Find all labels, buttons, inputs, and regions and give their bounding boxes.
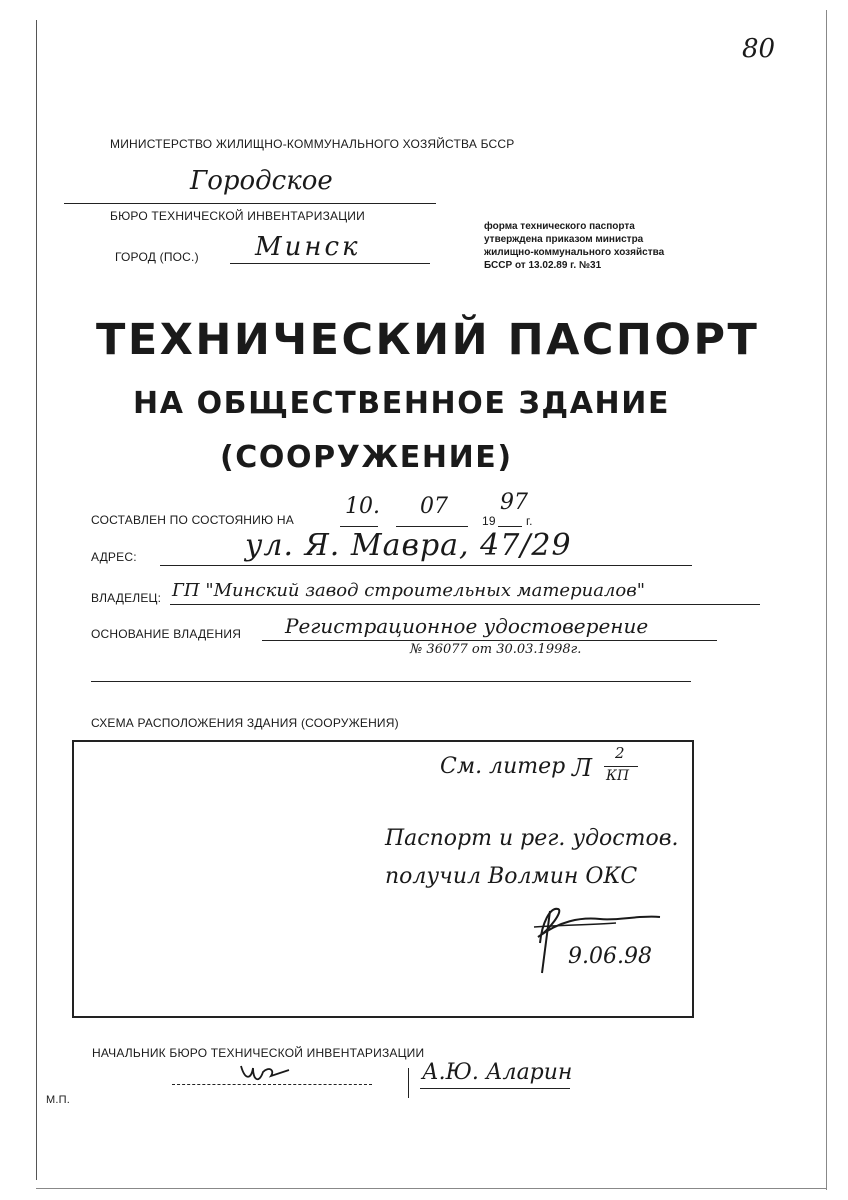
compiled-day-underline (340, 526, 378, 527)
title-line-1: ТЕХНИЧЕСКИЙ ПАСПОРТ (96, 315, 760, 365)
page-number: 80 (742, 34, 776, 64)
schema-note-line-2: получил Волмин ОКС (385, 864, 638, 889)
page-left-edge (36, 20, 37, 1180)
title-line-2: НА ОБЩЕСТВЕННОЕ ЗДАНИЕ (133, 386, 671, 421)
blank-underline (91, 681, 691, 682)
schema-note-date: 9.06.98 (568, 944, 652, 969)
liter-fraction-bar (604, 766, 638, 767)
bureau-type-handwritten: Городское (190, 166, 333, 196)
page-right-edge (826, 10, 827, 1190)
chief-name-bracket (408, 1068, 409, 1098)
city-label: ГОРОД (ПОС.) (115, 250, 199, 264)
owner-label: ВЛАДЕЛЕЦ: (91, 591, 162, 605)
ownership-basis-sub: № 36077 от 30.03.1998г. (410, 642, 582, 657)
schema-label: СХЕМА РАСПОЛОЖЕНИЯ ЗДАНИЯ (СООРУЖЕНИЯ) (91, 716, 399, 730)
ownership-basis-value: Регистрационное удостоверение (285, 614, 649, 638)
address-value: ул. Я. Мавра, 47/29 (245, 528, 572, 563)
owner-value: ГП "Минский завод строительных материалов" (172, 580, 645, 601)
chief-label: НАЧАЛЬНИК БЮРО ТЕХНИЧЕСКОЙ ИНВЕНТАРИЗАЦИИ (92, 1046, 425, 1060)
chief-signature (235, 1058, 295, 1088)
page-bottom-edge (36, 1188, 826, 1189)
compiled-label: СОСТАВЛЕН ПО СОСТОЯНИЮ НА (91, 513, 294, 527)
compiled-month: 07 (420, 494, 448, 519)
city-value: Минск (255, 232, 361, 262)
liter-letter: Л (572, 754, 593, 782)
liter-denominator: КП (606, 768, 630, 784)
ownership-basis-underline (262, 640, 717, 641)
compiled-day: 10. (345, 494, 380, 519)
city-underline (230, 263, 430, 264)
ownership-basis-label: ОСНОВАНИЕ ВЛАДЕНИЯ (91, 627, 242, 641)
form-approval-note: форма технического паспорта утверждена приказом министра жилищно-коммунального хозяйства БССР от 13.02.89 г. №31 (484, 221, 665, 271)
compiled-year-underline (498, 526, 522, 527)
title-line-3: (СООРУЖЕНИЕ) (220, 440, 513, 475)
address-label: АДРЕС: (91, 550, 137, 564)
chief-name-underline (420, 1088, 570, 1089)
liter-numerator: 2 (615, 744, 625, 762)
compiled-year-prefix: 19 (482, 514, 496, 528)
ministry-heading: МИНИСТЕРСТВО ЖИЛИЩНО-КОММУНАЛЬНОГО ХОЗЯЙСТВА БССР (110, 137, 515, 151)
stamp-place: М.П. (46, 1094, 70, 1106)
address-underline (160, 565, 692, 566)
bureau-underline (64, 203, 436, 204)
schema-note-line-1: Паспорт и рег. удостов. (385, 826, 679, 851)
owner-underline (170, 604, 760, 605)
compiled-year-value: 97 (500, 490, 528, 515)
schema-note-liter: См. литер (440, 754, 566, 779)
chief-name: А.Ю. Аларин (422, 1060, 573, 1085)
compiled-month-underline (396, 526, 468, 527)
bureau-label: БЮРО ТЕХНИЧЕСКОЙ ИНВЕНТАРИЗАЦИИ (110, 209, 365, 223)
compiled-year-suffix: г. (526, 514, 533, 528)
